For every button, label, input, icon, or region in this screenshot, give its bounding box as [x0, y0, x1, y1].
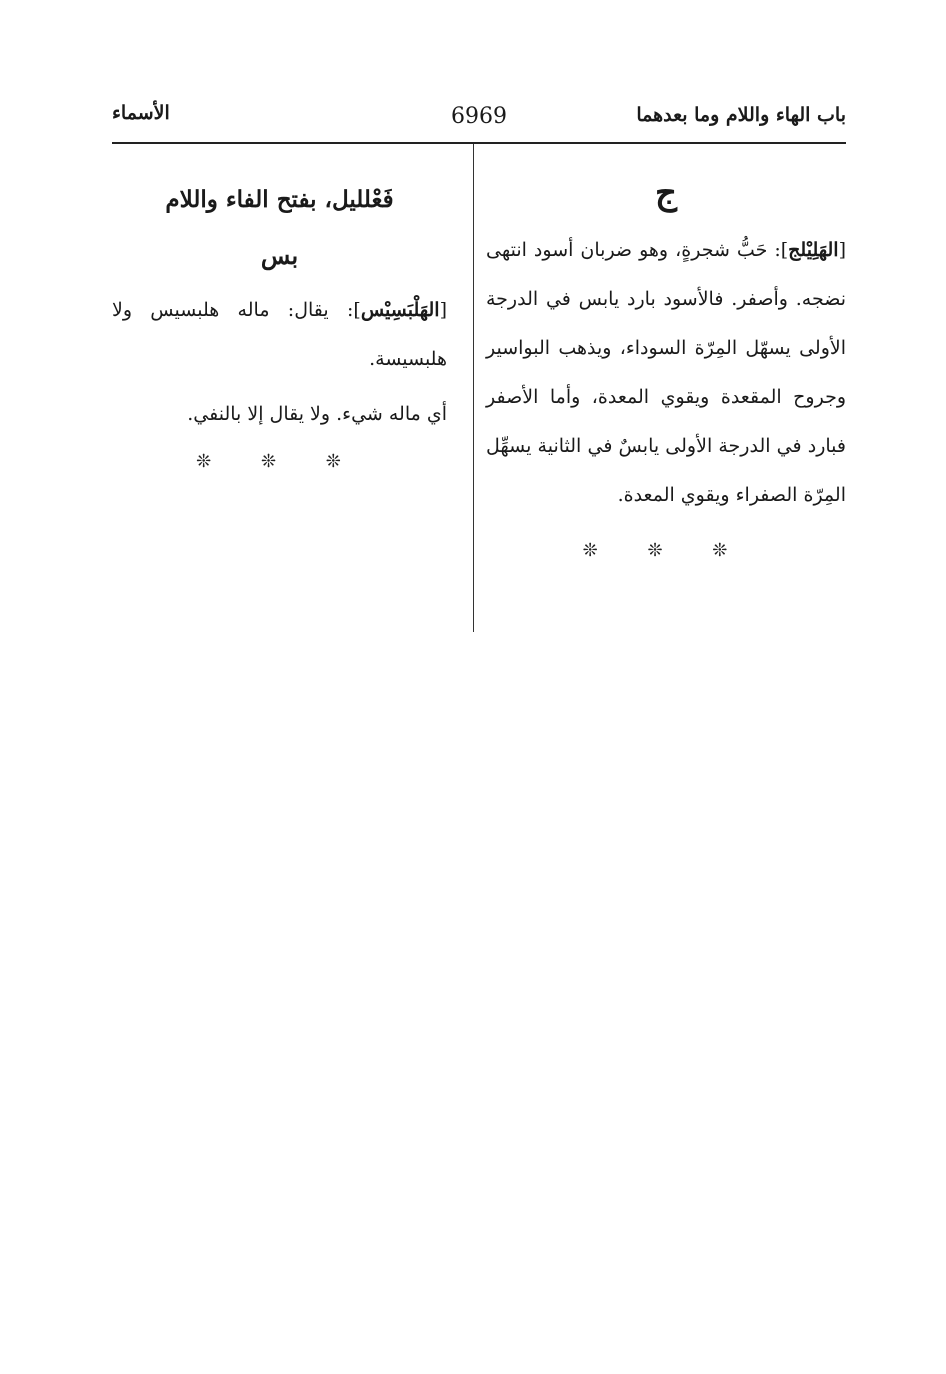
right-column [486, 160, 846, 561]
page-number: 6969 [451, 104, 507, 129]
entry-headword: الهَلِيْلج [788, 239, 839, 261]
section-separator: ❊ ❊ ❊ [582, 540, 750, 561]
section-separator: ❊ ❊ ❊ [196, 451, 363, 472]
bracket-close: ] [780, 239, 789, 261]
bracket-open: [ [439, 299, 447, 321]
dictionary-entry [486, 226, 846, 520]
header-rule [112, 142, 846, 144]
dictionary-entry [112, 286, 447, 384]
entry-headword: الهَلْبَسِيْس [360, 299, 440, 321]
entry-text: : حَبُّ شجرةٍ، وهو ضربان أسود انتهى نضجه. وأصفر. فالأسود بارد يابس في الدرجة الأولى يسهّل المِرّة السوداء، ويذهب البواسير وجروح المقعدة ويقوي المعدة، وأما الأصفر فبارد في الدرجة الأولى يابسٌ في الثانية يسهِّل المِرّة الصفراء ويقوي المعدة. [486, 239, 846, 506]
bracket-open: [ [838, 239, 846, 261]
bracket-close: ] [353, 299, 361, 321]
column-divider [473, 144, 474, 632]
entry-text: : يقال: ماله هلبسيس ولا هلبسيسة. [112, 299, 447, 370]
pattern-heading: فَعْلليل، بفتح الفاء واللام [165, 186, 394, 213]
running-header [112, 100, 846, 140]
left-column [112, 160, 447, 472]
root-letter-heading: ج [655, 173, 677, 213]
root-word-heading: بس [260, 241, 299, 270]
section-title: الأسماء [112, 102, 170, 124]
chapter-title: باب الهاء واللام وما بعدهما [636, 104, 846, 126]
entry-note: أي ماله شيء. ولا يقال إلا بالنفي. [187, 403, 447, 425]
